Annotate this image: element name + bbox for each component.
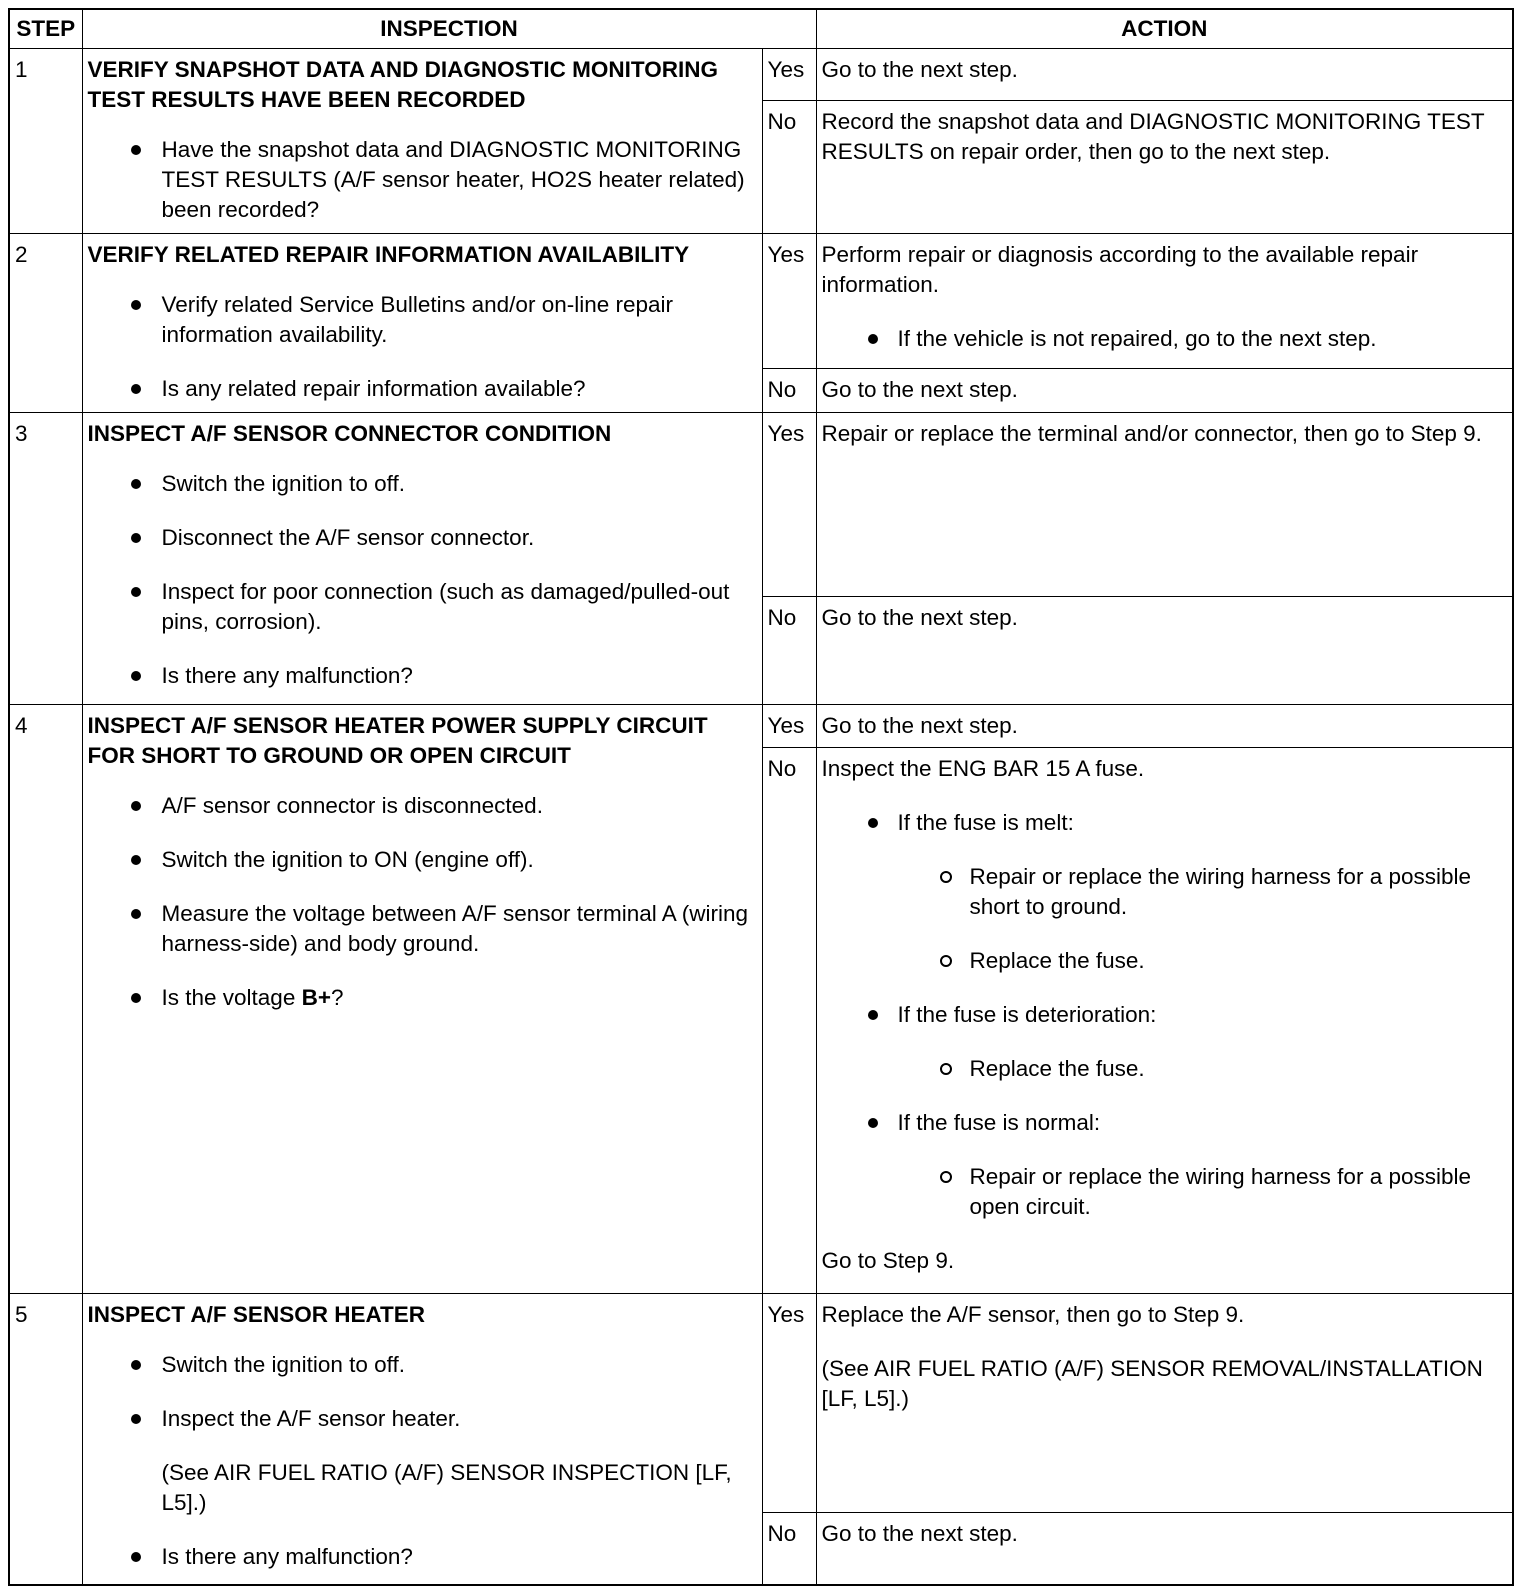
condition-text: If the fuse is deterioration: xyxy=(897,1001,1157,1027)
list-item xyxy=(898,1108,1508,1222)
inspection-list xyxy=(88,791,757,1013)
no-action: Go to the next step. xyxy=(816,368,1513,412)
step-title: INSPECT A/F SENSOR CONNECTOR CONDITION xyxy=(87,420,612,446)
list-item: Switch the ignition to off. xyxy=(162,469,757,499)
step-inspection xyxy=(82,412,762,705)
step-title: INSPECT A/F SENSOR HEATER POWER SUPPLY CIRCUIT FOR SHORT TO GROUND OR OPEN CIRCUIT xyxy=(87,713,708,769)
reference-text: (See AIR FUEL RATIO (A/F) SENSOR INSPECTION [LF, L5].) xyxy=(161,1459,732,1515)
step-inspection xyxy=(82,234,762,412)
sub-list-item: Repair or replace the wiring harness for a possible open circuit. xyxy=(970,1162,1508,1222)
no-action: Go to the next step. xyxy=(816,597,1513,705)
step-number: 4 xyxy=(9,705,82,1293)
inspection-list xyxy=(88,135,757,225)
sub-list-item: Replace the fuse. xyxy=(970,1054,1508,1084)
yes-reference-text: (See AIR FUEL RATIO (A/F) SENSOR REMOVAL/INSTALLATION [LF, L5].) xyxy=(821,1355,1483,1411)
yes-action: Go to the next step. xyxy=(816,705,1513,747)
step-4-yes-row xyxy=(9,705,1513,747)
step-number: 1 xyxy=(9,49,82,234)
sub-list-item: Repair or replace the wiring harness for a possible short to ground. xyxy=(970,862,1508,922)
list-item: Is there any malfunction? xyxy=(162,1542,757,1572)
no-action-text: Inspect the ENG BAR 15 A fuse. xyxy=(821,755,1145,781)
yes-action-list xyxy=(822,324,1508,354)
list-item: Inspect for poor connection (such as damaged/pulled-out pins, corrosion). xyxy=(162,577,757,637)
list-item: If the vehicle is not repaired, go to the next step. xyxy=(898,324,1508,354)
no-action: Go to the next step. xyxy=(816,1513,1513,1585)
yes-action-text: Perform repair or diagnosis according to the available repair information. xyxy=(821,242,1419,298)
yes-label: Yes xyxy=(762,1293,816,1513)
list-item xyxy=(898,808,1508,976)
no-action xyxy=(816,747,1513,1293)
no-label: No xyxy=(762,1513,816,1585)
step-title: INSPECT A/F SENSOR HEATER xyxy=(87,1301,426,1327)
step-number: 3 xyxy=(9,412,82,705)
yes-action xyxy=(816,234,1513,368)
yes-label: Yes xyxy=(762,412,816,596)
no-label: No xyxy=(762,368,816,412)
yes-action xyxy=(816,1293,1513,1513)
list-item xyxy=(162,1404,757,1518)
yes-action: Repair or replace the terminal and/or connector, then go to Step 9. xyxy=(816,412,1513,596)
diagnostic-procedure-table xyxy=(8,8,1514,1586)
list-item: Measure the voltage between A/F sensor terminal A (wiring harness-side) and body ground. xyxy=(162,899,757,959)
yes-action-text: Replace the A/F sensor, then go to Step 9. xyxy=(821,1301,1245,1327)
step-1-yes-row xyxy=(9,49,1513,101)
list-item xyxy=(898,1000,1508,1084)
no-action: Record the snapshot data and DIAGNOSTIC MONITORING TEST RESULTS on repair order, then go to the next step. xyxy=(816,101,1513,234)
header-action: ACTION xyxy=(816,9,1513,49)
step-title: VERIFY SNAPSHOT DATA AND DIAGNOSTIC MONITORING TEST RESULTS HAVE BEEN RECORDED xyxy=(87,57,718,112)
step-number: 2 xyxy=(9,234,82,412)
fuse-condition-list xyxy=(822,808,1508,1222)
list-item: Disconnect the A/F sensor connector. xyxy=(162,523,757,553)
step-5-yes-row xyxy=(9,1293,1513,1513)
sub-list-item: Replace the fuse. xyxy=(970,946,1508,976)
sub-list xyxy=(896,1162,1508,1222)
voltage-value: B+ xyxy=(301,985,331,1011)
voltage-question-prefix: Is the voltage xyxy=(161,985,302,1011)
yes-label: Yes xyxy=(762,234,816,368)
step-2-yes-row xyxy=(9,234,1513,368)
list-item: Is any related repair information available? xyxy=(162,374,757,404)
no-label: No xyxy=(762,597,816,705)
list-item: A/F sensor connector is disconnected. xyxy=(162,791,757,821)
inspection-list xyxy=(88,469,757,691)
list-item: Have the snapshot data and DIAGNOSTIC MONITORING TEST RESULTS (A/F sensor heater, HO2S heater related) been recorded? xyxy=(162,135,757,225)
list-item: Is there any malfunction? xyxy=(162,661,757,691)
sub-list xyxy=(896,1054,1508,1084)
header-inspection: INSPECTION xyxy=(82,9,816,49)
condition-text: If the fuse is normal: xyxy=(897,1109,1101,1135)
list-item xyxy=(162,983,757,1013)
no-label: No xyxy=(762,101,816,234)
step-3-yes-row xyxy=(9,412,1513,596)
yes-label: Yes xyxy=(762,49,816,101)
yes-label: Yes xyxy=(762,705,816,747)
step-inspection xyxy=(82,705,762,1293)
table-header-row xyxy=(9,9,1513,49)
voltage-question-suffix: ? xyxy=(330,985,344,1011)
inspection-list xyxy=(88,1350,757,1572)
inspect-heater-text: Inspect the A/F sensor heater. xyxy=(161,1405,461,1431)
no-label: No xyxy=(762,747,816,1293)
list-item: Switch the ignition to off. xyxy=(162,1350,757,1380)
yes-action: Go to the next step. xyxy=(816,49,1513,101)
inspection-list xyxy=(88,290,757,404)
list-item: Verify related Service Bulletins and/or on-line repair information availability. xyxy=(162,290,757,350)
list-item: Switch the ignition to ON (engine off). xyxy=(162,845,757,875)
header-step: STEP xyxy=(9,9,82,49)
step-number: 5 xyxy=(9,1293,82,1585)
step-title: VERIFY RELATED REPAIR INFORMATION AVAILABILITY xyxy=(87,242,690,268)
sub-list xyxy=(896,862,1508,976)
no-action-footer: Go to Step 9. xyxy=(821,1247,955,1273)
step-inspection xyxy=(82,49,762,234)
condition-text: If the fuse is melt: xyxy=(897,809,1074,835)
step-inspection xyxy=(82,1293,762,1585)
